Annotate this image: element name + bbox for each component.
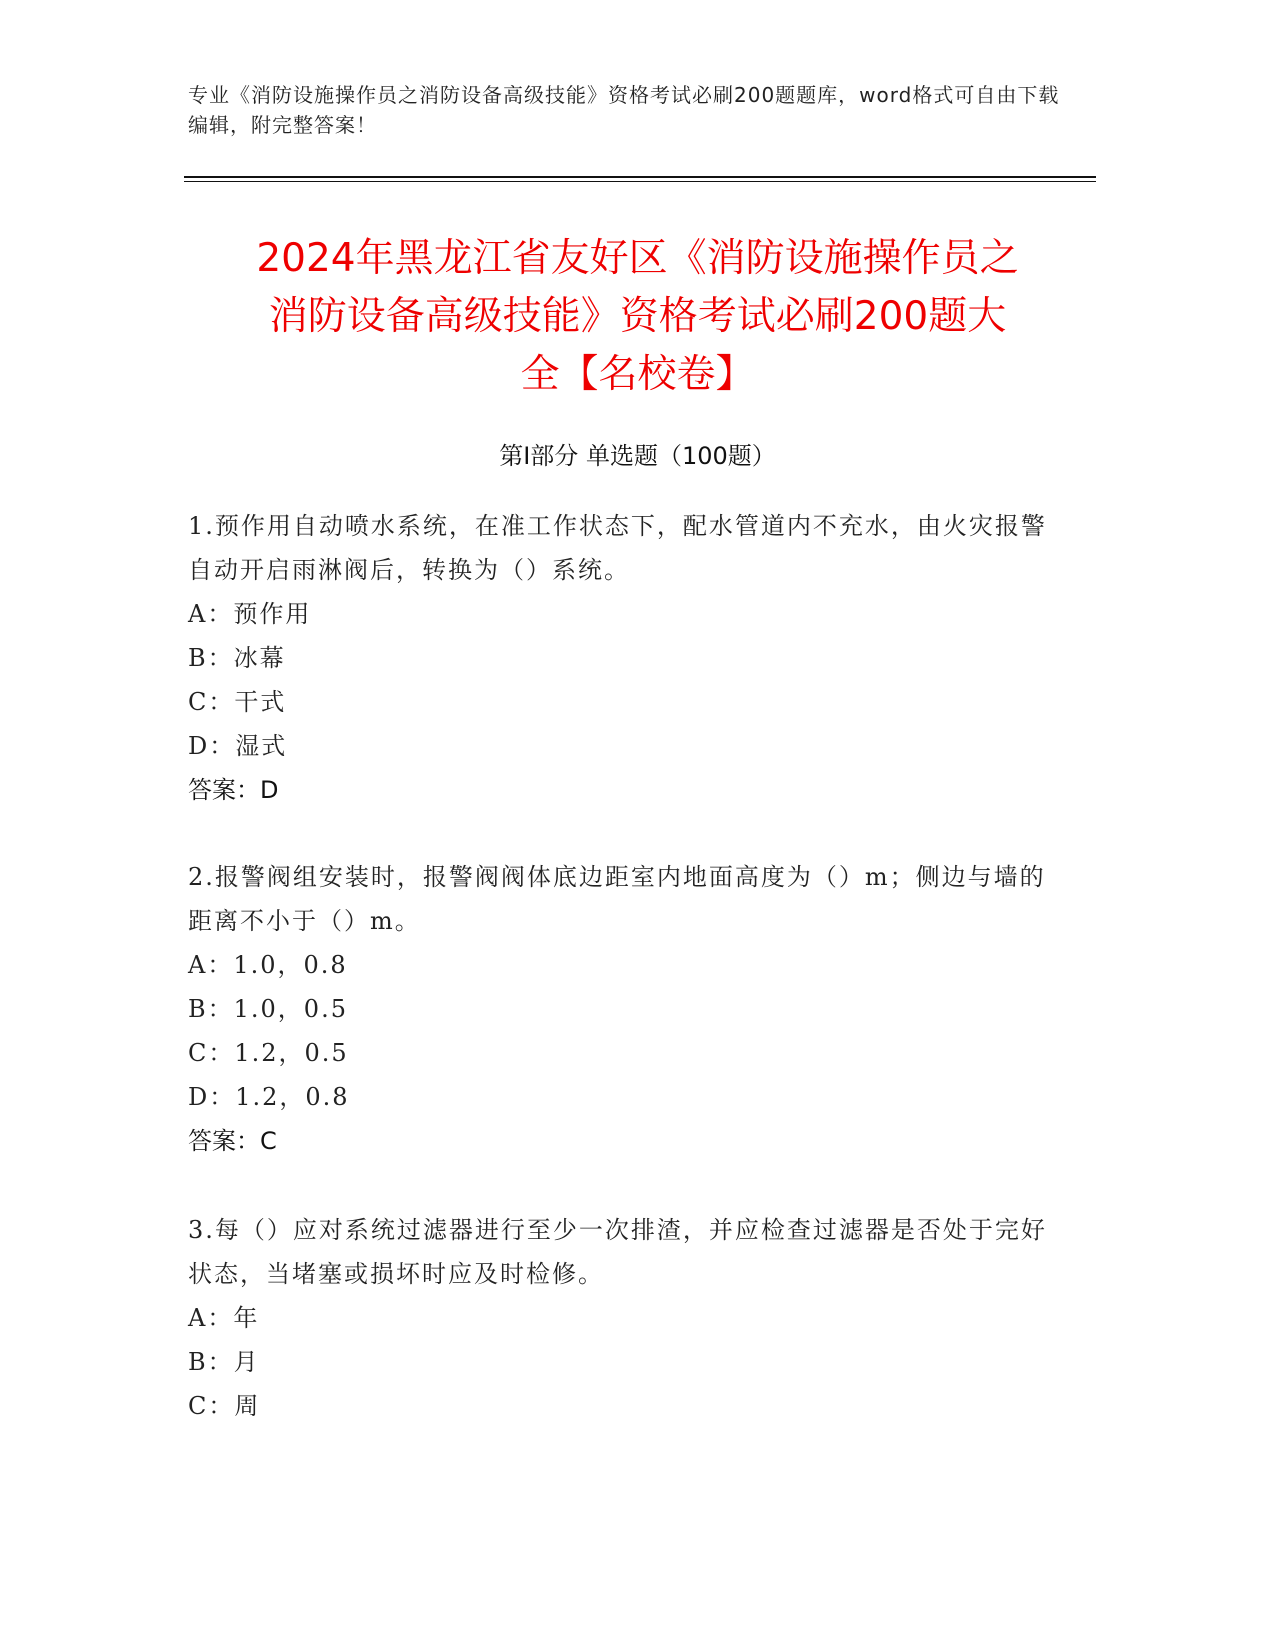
header-divider-thick [184, 176, 1096, 178]
option-b: B：月 [188, 1348, 260, 1376]
option-b: B：冰幕 [188, 644, 286, 672]
title-line-1: 2024年黑龙江省友好区《消防设施操作员之 [256, 236, 1019, 281]
option-b: B：1.0，0.5 [188, 995, 348, 1023]
option-a: A：年 [188, 1304, 260, 1332]
section-title: 第Ⅰ部分 单选题（100题） [499, 442, 776, 470]
question-3 [188, 1208, 1048, 1428]
title-line-2: 消防设备高级技能》资格考试必刷200题大 [268, 294, 1007, 339]
answer: 答案：D [188, 776, 279, 804]
option-a: A：1.0，0.8 [188, 951, 348, 979]
option-d: D：1.2，0.8 [188, 1083, 350, 1111]
header-divider-thin [184, 181, 1096, 182]
answer: 答案：C [188, 1127, 277, 1155]
option-a: A：预作用 [188, 600, 312, 628]
question-stem: 1.预作用自动喷水系统，在准工作状态下，配水管道内不充水，由火灾报警自动开启雨淋阀后，转换为（）系统。 [188, 512, 1047, 584]
question-2 [188, 855, 1048, 1163]
option-c: C：1.2，0.5 [188, 1039, 349, 1067]
option-c: C：周 [188, 1392, 261, 1420]
question-1 [188, 504, 1048, 812]
option-d: D：湿式 [188, 732, 288, 760]
header-note: 专业《消防设施操作员之消防设备高级技能》资格考试必刷200题题库，word格式可自由下载编辑，附完整答案！ [188, 83, 1060, 137]
question-stem: 2.报警阀组安装时，报警阀阀体底边距室内地面高度为（）m；侧边与墙的距离不小于（）m。 [188, 863, 1046, 935]
question-stem: 3.每（）应对系统过滤器进行至少一次排渣，并应检查过滤器是否处于完好状态，当堵塞或损坏时应及时检修。 [188, 1216, 1047, 1288]
option-c: C：干式 [188, 688, 287, 716]
document-title [170, 230, 1105, 404]
title-line-3: 全【名校卷】 [520, 352, 755, 397]
